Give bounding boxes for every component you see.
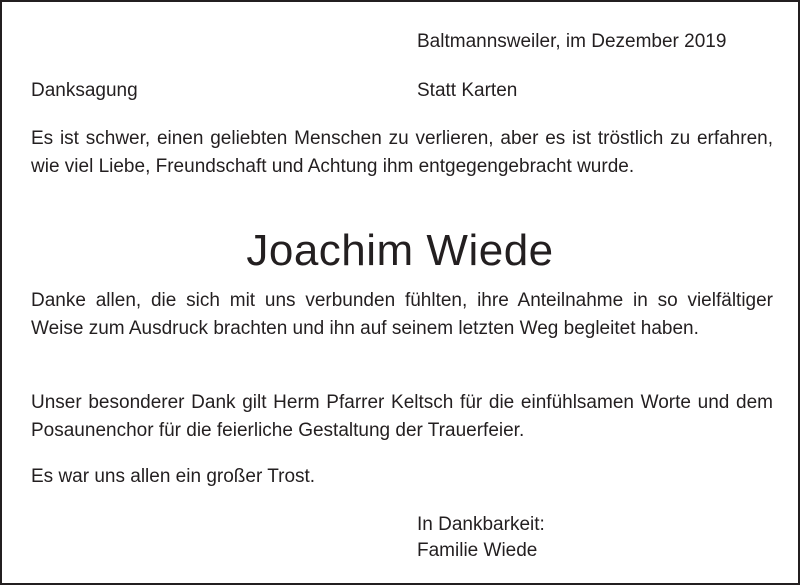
comfort-paragraph: Es war uns allen ein großer Trost. [31, 466, 316, 487]
heading-statt-karten: Statt Karten [417, 80, 518, 101]
heading-danksagung: Danksagung [31, 80, 138, 101]
thanks-paragraph: Danke allen, die sich mit uns verbunden fühlten, ihre Anteilnahme in so vielfältiger Weise zum Ausdruck brachten und ihn auf seinem letzten Weg begleitet haben. [31, 290, 773, 339]
place-date: Baltmannsweiler, im Dezember 2019 [417, 31, 727, 52]
deceased-name: Joachim Wiede [246, 226, 554, 275]
closing-family: Familie Wiede [417, 540, 538, 561]
special-thanks-paragraph: Unser besonderer Dank gilt Herm Pfarrer Keltsch für die einfühlsamen Worte und dem Posaunenchor für die feierliche Gestaltung der Trauerfeier. [31, 392, 773, 441]
intro-paragraph: Es ist schwer, einen geliebten Menschen zu verlieren, aber es ist tröstlich zu erfahren, wie viel Liebe, Freundschaft und Achtung ihm entgegengebracht wurde. [31, 128, 773, 177]
closing-gratitude: In Dankbarkeit: [417, 514, 545, 535]
